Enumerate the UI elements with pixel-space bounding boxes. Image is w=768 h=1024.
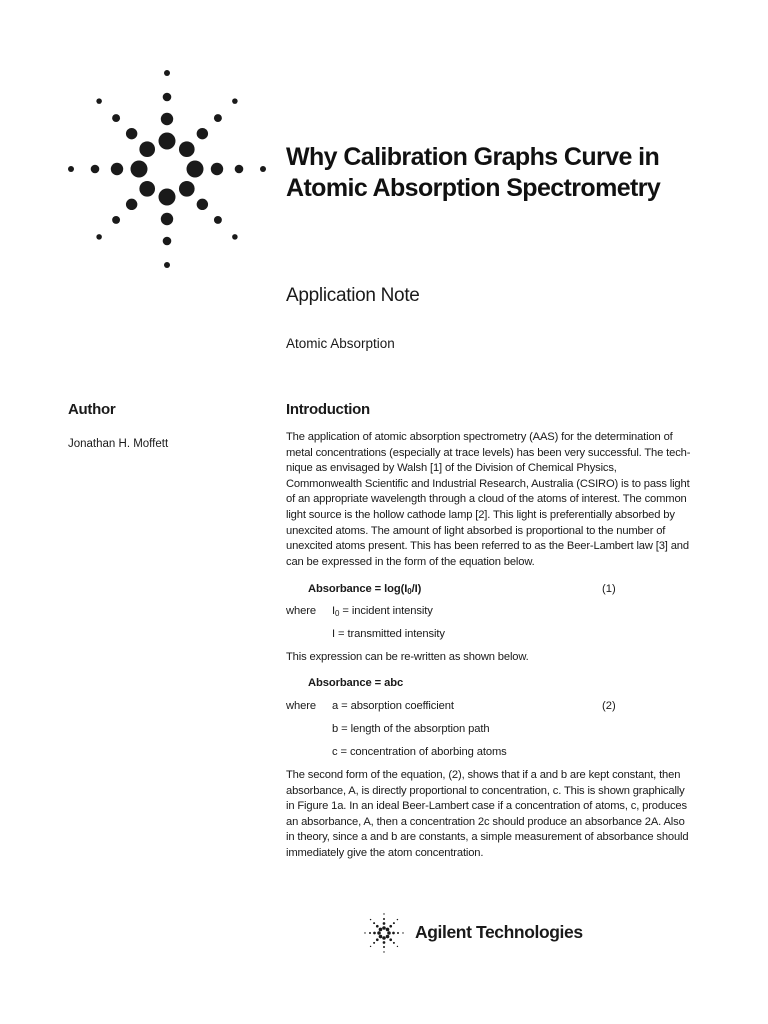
equation-1-prefix: Absorbance = log(I [308,583,408,595]
logo-dot [370,919,371,920]
paragraph-line: This expression can be re-written as shown below. [286,651,529,663]
logo-dot [387,931,391,935]
equation-1-suffix: /I) [411,583,422,595]
paragraph-line: light source is the hollow cathode lamp [2]. This light is preferentially absorbed by [286,508,675,521]
title-line-2: Atomic Absorption Spectrometry [286,174,661,202]
paragraph-line: can be expressed in the form of the equation below. [286,555,535,568]
logo-dot [377,931,381,935]
equation-2: Absorbance = abc [308,677,404,689]
definition-symbol: I [332,605,336,617]
paragraph-line: metal concentrations (especially at trace levels) has been very successful. The tech- [286,446,691,459]
equation-2-where-label: where [286,700,316,712]
paragraph-line: unexcited atoms present. This has been referred to as the Beer-Lambert law [3] and [286,540,689,553]
equation-1-definition-transmitted: I = transmitted intensity [332,628,445,640]
logo-dot [68,166,74,172]
footer-brand: Agilent Technologies [415,922,583,942]
logo-dot [386,935,390,939]
logo-dot [197,199,208,210]
logo-dot [131,161,148,178]
logo-dot [164,262,170,268]
paragraph-line: unexcited atoms. The amount of light absorbed is proportional to the number of [286,524,666,537]
logo-dot [383,951,384,952]
logo-dot [379,928,383,932]
logo-dot [159,133,176,150]
logo-dot [187,161,204,178]
logo-dot [383,918,385,920]
document-subtitle: Application Note [286,285,420,306]
logo-dot [161,213,173,225]
agilent-spark-icon [360,910,408,956]
logo-dot [232,234,238,240]
logo-dot [179,141,195,157]
logo-dot [163,237,172,246]
logo-dot [382,936,386,940]
logo-dot [96,98,102,104]
logo-dot [159,189,176,206]
logo-dot [397,932,399,934]
equation-1-definition-incident [332,604,433,619]
logo-dot [397,919,398,920]
logo-dot [126,128,137,139]
equation-1-where-label: where [286,605,316,617]
paragraph-line: immediately give the atom concentration. [286,846,484,859]
logo-dot [112,216,120,224]
definition-subscript: 0 [335,609,340,618]
paragraph-line: of an appropriate wavelength through a cloud of the atoms of interest. The common [286,493,687,506]
logo-dot [161,113,173,125]
logo-dot [139,141,155,157]
logo-dot [402,932,403,933]
logo-dot [139,181,155,197]
title-line-1: Why Calibration Graphs Curve in [286,143,660,171]
paragraph-line: absorbance, A, is directly proportional to concentration, c. This is shown graphically [286,784,685,797]
document-title [286,142,726,204]
logo-dot [373,932,376,935]
document-category: Atomic Absorption [286,336,395,351]
logo-dot [386,928,390,932]
equation-2-number: (2) [602,700,616,712]
logo-dot [96,234,102,240]
intro-paragraph-1 [286,430,706,570]
agilent-spark-logo-icon [65,66,269,276]
logo-dot [163,93,172,102]
logo-dot [179,181,195,197]
logo-dot [364,932,365,933]
equation-2-definition-c: c = concentration of aborbing atoms [332,746,507,758]
author-name: Jonathan H. Moffett [68,438,169,450]
logo-dot [164,70,170,76]
equation-1 [308,582,421,597]
author-heading: Author [68,401,116,418]
paragraph-line: in Figure 1a. In an ideal Beer-Lambert case if a concentration of atoms, c, produces [286,800,687,813]
logo-dot [383,922,386,925]
logo-dot [383,913,384,914]
logo-dot [211,163,223,175]
logo-dot [214,216,222,224]
introduction-heading: Introduction [286,401,370,418]
equation-2-definition-b: b = length of the absorption path [332,723,490,735]
logo-dot [392,932,395,935]
logo-dot [376,938,379,941]
logo-dot [214,114,222,122]
logo-dot [389,938,392,941]
equation-2-definition-a: a = absorption coefficient [332,700,454,712]
paragraph-line: Commonwealth Scientific and Industrial Research, Australia (CSIRO) is to pass light [286,477,690,490]
paragraph-line: nique as envisaged by Walsh [1] of the Division of Chemical Physics, [286,462,617,475]
logo-dot [232,98,238,104]
definition-text: = incident intensity [339,605,433,617]
logo-dot [376,925,379,928]
intro-paragraph-2 [286,650,706,666]
logo-dot [389,925,392,928]
logo-dot [370,946,371,947]
logo-dot [126,199,137,210]
paragraph-line: The application of atomic absorption spectrometry (AAS) for the determination of [286,431,673,443]
intro-paragraph-3 [286,768,706,862]
logo-dot [373,942,375,944]
logo-dot [111,163,123,175]
logo-dot [393,942,395,944]
paragraph-line: an absorbance, A, then a concentration 2c should produce an absorbance 2A. Also [286,815,685,828]
paragraph-line: The second form of the equation, (2), shows that if a and b are kept constant, then [286,769,681,781]
logo-dot [260,166,266,172]
logo-dot [197,128,208,139]
equation-1-subscript: 0 [407,587,412,596]
logo-dot [373,922,375,924]
logo-dot [382,926,386,930]
logo-dot [91,165,100,174]
logo-dot [379,935,383,939]
logo-dot [369,932,371,934]
equation-1-number: (1) [602,583,616,595]
logo-dot [383,941,386,944]
logo-dot [383,946,385,948]
paragraph-line: in theory, since a and b are constants, a simple measurement of absorbance should [286,831,689,844]
logo-dot [235,165,244,174]
logo-dot [112,114,120,122]
logo-dot [397,946,398,947]
logo-dot [393,922,395,924]
